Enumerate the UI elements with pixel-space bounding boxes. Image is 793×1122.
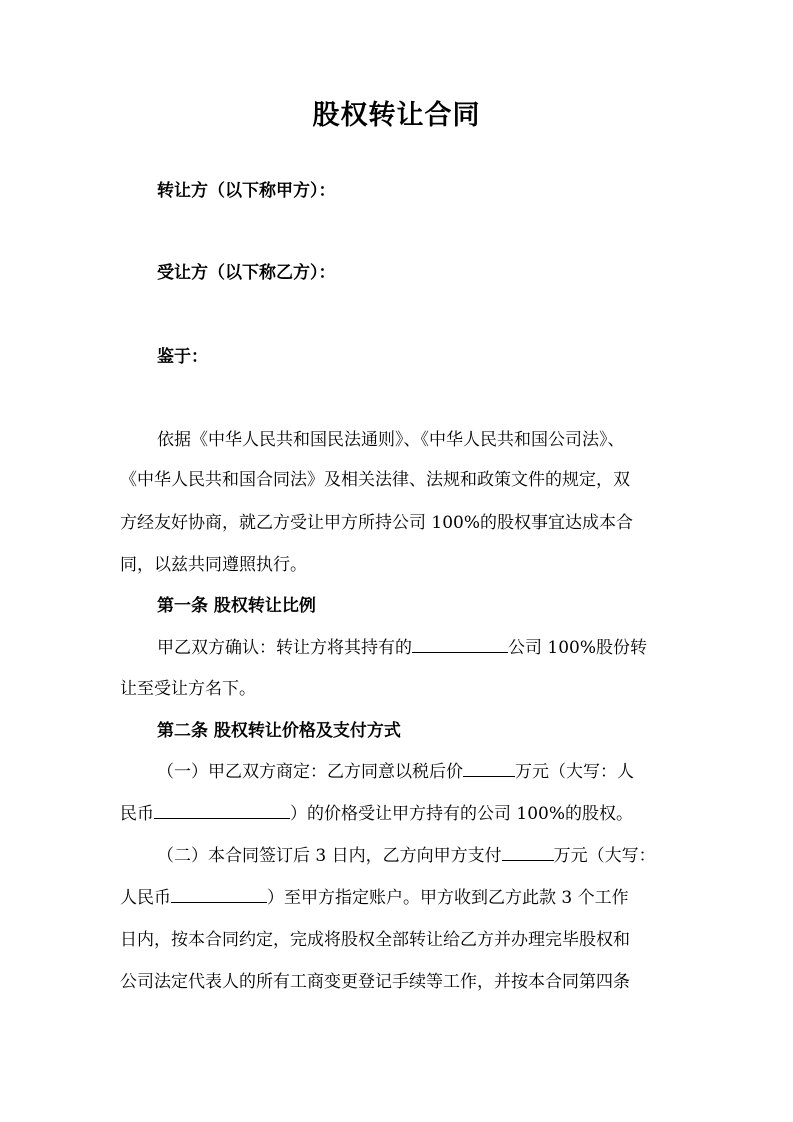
preamble-line-3: 方经友好协商，就乙方受让甲方所持公司 100%的股权事宜达成本合 <box>120 513 634 533</box>
article-1-text-b: 公司 100%股份转 <box>508 638 648 658</box>
payment-text-a: （二）本合同签订后 3 日内，乙方向甲方支付 <box>157 846 502 866</box>
price-text-b: 万元（大写：人 <box>515 762 634 782</box>
payment-text-c: 人民币 <box>120 888 171 908</box>
price-text-c: 民币 <box>120 804 154 824</box>
article-2-p2-line-4: 公司法定代表人的所有工商变更登记手续等工作，并按本合同第四条 <box>120 972 630 992</box>
transferor-label: 转让方（以下称甲方）： <box>157 181 336 201</box>
payment-text-b: 万元（大写： <box>553 846 656 866</box>
payment-uppercase-blank <box>171 884 267 903</box>
article-2-p2-line-3: 日内，按本合同约定，完成将股权全部转让给乙方并办理完毕股权和 <box>120 930 630 950</box>
document-title: 股权转让合同 <box>312 100 481 131</box>
price-uppercase-blank <box>154 800 290 819</box>
article-1-line-2: 让至受让方名下。 <box>120 679 256 699</box>
price-text-a: （一）甲乙双方商定：乙方同意以税后价 <box>157 762 463 782</box>
preamble-line-4: 同，以兹共同遵照执行。 <box>120 555 307 575</box>
article-1-text-a: 甲乙双方确认：转让方将其持有的 <box>157 638 412 658</box>
article-2-heading: 第二条 股权转让价格及支付方式 <box>157 721 401 741</box>
article-1-heading: 第一条 股权转让比例 <box>157 596 316 616</box>
price-text-d: ）的价格受让甲方持有的公司 100%的股权。 <box>290 804 634 824</box>
article-2-p1-line-2 <box>120 799 680 829</box>
payment-amount-blank <box>502 842 554 861</box>
article-1-line-1 <box>157 633 717 663</box>
article-2-p1-line-1 <box>157 757 717 787</box>
preamble-line-2: 《中华人民共和国合同法》及相关法律、法规和政策文件的规定，双 <box>120 470 630 490</box>
whereas-label: 鉴于： <box>157 347 208 367</box>
article-2-p2-line-1 <box>157 841 717 871</box>
price-amount-blank <box>463 758 515 777</box>
preamble-line-1: 依据《中华人民共和国民法通则》、《中华人民共和国公司法》、 <box>157 430 625 450</box>
company-name-blank <box>412 634 508 653</box>
article-2-p2-line-2 <box>120 883 680 913</box>
payment-text-d: ）至甲方指定账户。甲方收到乙方此款 3 个工作 <box>267 888 629 908</box>
transferee-label: 受让方（以下称乙方）： <box>157 263 336 283</box>
